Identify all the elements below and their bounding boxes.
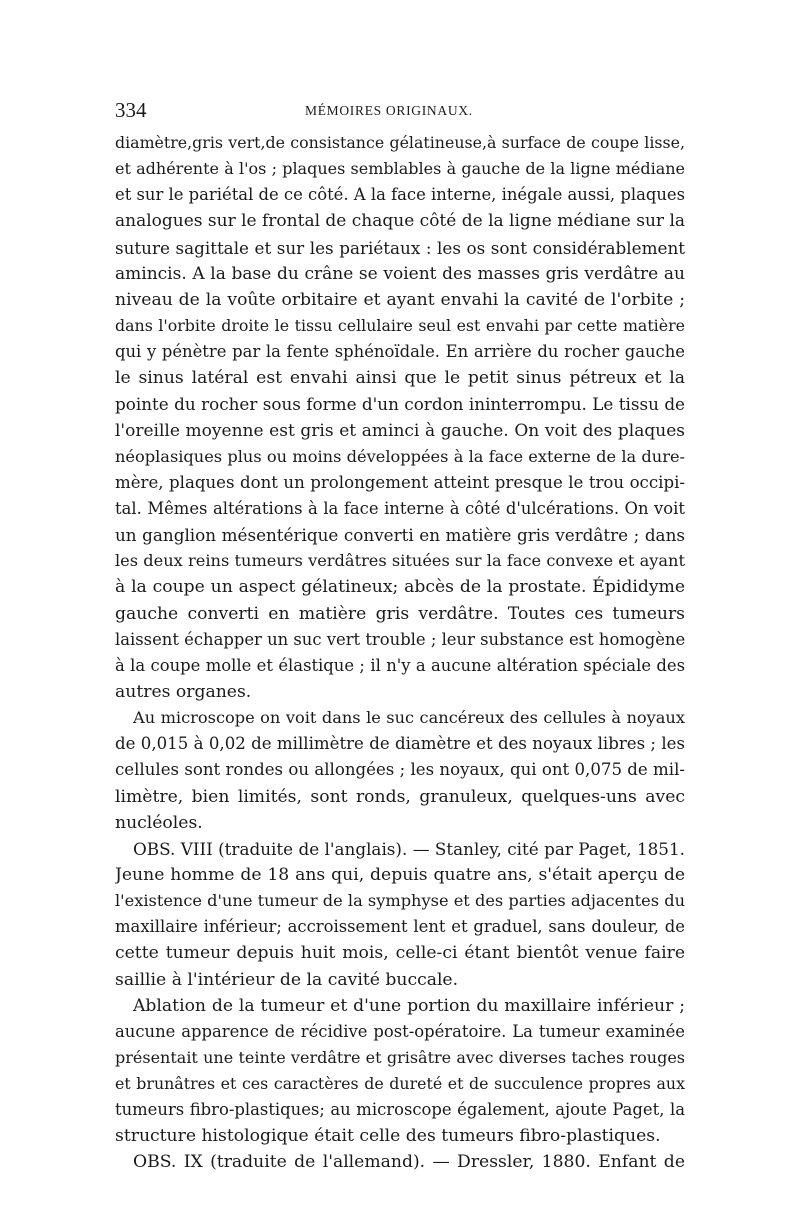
text-line: limètre, bien limités, sont ronds, granuleux, quelques-uns avec <box>115 786 685 807</box>
text-line: tal. Mêmes altérations à la face interne à côté d'ulcérations. On voit <box>115 498 685 518</box>
text-line: les deux reins tumeurs verdâtres situées sur la face convexe et ayant <box>115 551 685 571</box>
text-line: aucune apparence de récidive post-opératoire. La tumeur examinée <box>115 1021 685 1041</box>
text-line: Jeune homme de 18 ans qui, depuis quatre ans, s'était aperçu de <box>115 864 685 885</box>
page-header <box>115 98 685 124</box>
text-line: néoplasiques plus ou moins développées à la face externe de la dure- <box>115 446 685 466</box>
text-line: et brunâtres et ces caractères de dureté et de succulence propres aux <box>115 1074 685 1094</box>
page-number: 334 <box>115 98 147 122</box>
text-line: gauche converti en matière gris verdâtre. Toutes ces tumeurs <box>115 603 685 624</box>
text-line: un ganglion mésentérique converti en matière gris verdâtre ; dans <box>115 525 685 546</box>
text-line: présentait une teinte verdâtre et grisâtre avec diverses taches rouges <box>115 1047 685 1067</box>
text-line: OBS. VIII (traduite de l'anglais). — Stanley, cité par Paget, 1851. <box>133 838 685 859</box>
text-line: suture sagittale et sur les pariétaux : les os sont considérablement <box>115 237 685 258</box>
text-line: l'oreille moyenne est gris et aminci à gauche. On voit des plaques <box>115 420 685 441</box>
text-line: nucléoles. <box>115 812 203 833</box>
text-line: et sur le pariétal de ce côté. A la face interne, inégale aussi, plaques <box>115 185 685 205</box>
text-line: le sinus latéral est envahi ainsi que le petit sinus pétreux et la <box>115 368 685 389</box>
text-line: laissent échapper un suc vert trouble ; leur substance est homogène <box>115 629 685 649</box>
text-line: saillie à l'intérieur de la cavité buccale. <box>115 969 459 990</box>
text-line: mère, plaques dont un prolongement atteint presque le trou occipi- <box>115 472 685 492</box>
text-line: et adhérente à l'os ; plaques semblables à gauche de la ligne médiane <box>115 159 685 179</box>
text-line: Au microscope on voit dans le suc cancéreux des cellules à noyaux <box>133 708 685 728</box>
text-line: maxillaire inférieur; accroissement lent et graduel, sans douleur, de <box>115 917 685 937</box>
text-line: diamètre,gris vert,de consistance gélatineuse,à surface de coupe lisse, <box>115 133 685 152</box>
text-line: OBS. IX (traduite de l'allemand). — Dressler, 1880. Enfant de <box>133 1152 685 1173</box>
text-line: pointe du rocher sous forme d'un cordon ininterrompu. Le tissu de <box>115 394 685 415</box>
text-line: analogues sur le frontal de chaque côté de la ligne médiane sur la <box>115 211 685 232</box>
text-line: qui y pénètre par la fente sphénoïdale. En arrière du rocher gauche <box>115 342 685 362</box>
text-line: niveau de la voûte orbitaire et ayant envahi la cavité de l'orbite ; <box>115 289 685 310</box>
text-line: tumeurs fibro-plastiques; au microscope également, ajoute Paget, la <box>115 1100 685 1120</box>
text-line: à la coupe un aspect gélatineux; abcès de la prostate. Épididyme <box>115 577 685 598</box>
text-line: cette tumeur depuis huit mois, celle-ci étant bientôt venue faire <box>115 943 685 964</box>
text-line: dans l'orbite droite le tissu cellulaire seul est envahi par cette matière <box>115 315 685 335</box>
text-line: amincis. A la base du crâne se voient des masses gris verdâtre au <box>115 263 685 284</box>
text-line: autres organes. <box>115 681 252 702</box>
text-line: l'existence d'une tumeur de la symphyse et des parties adjacentes du <box>115 891 685 911</box>
text-line: structure histologique était celle des tumeurs fibro-plastiques. <box>115 1126 661 1147</box>
text-line: cellules sont rondes ou allongées ; les noyaux, qui ont 0,075 de mil- <box>115 760 685 780</box>
text-line: de 0,015 à 0,02 de millimètre de diamètre et des noyaux libres ; les <box>115 734 685 754</box>
body-text <box>115 130 685 1176</box>
running-title: MÉMOIRES ORIGINAUX. <box>305 103 473 118</box>
text-line: à la coupe molle et élastique ; il n'y a aucune altération spéciale des <box>115 655 685 675</box>
text-line: Ablation de la tumeur et d'une portion du maxillaire inférieur ; <box>133 995 685 1016</box>
